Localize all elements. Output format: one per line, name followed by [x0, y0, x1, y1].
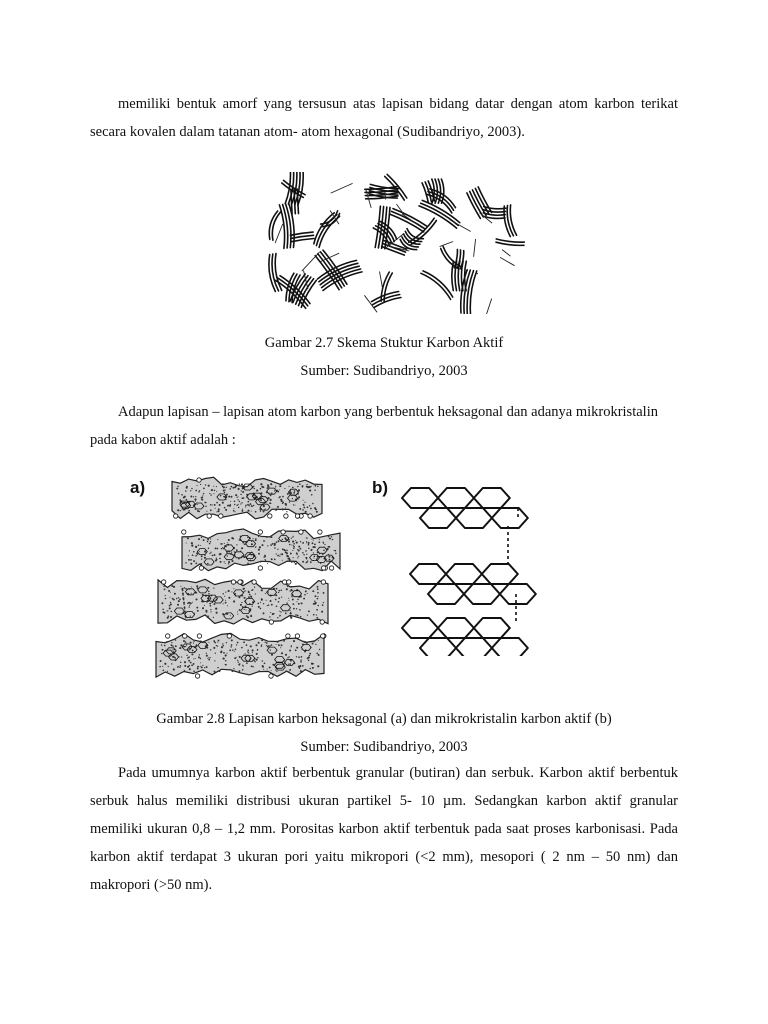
figure-2-7-caption: Gambar 2.7 Skema Stuktur Karbon Aktif: [264, 335, 504, 351]
panel-label-b: b): [372, 478, 389, 497]
paragraph-intro: memiliki bentuk amorf yang tersusun atas lapisan bidang datar dengan atom karbon terikat secara kovalen dalam tatanan atom- atom hexagonal (Sudibandriyo, 2003).: [90, 96, 678, 140]
figure-2-8-source: Sumber: Sudibandriyo, 2003: [300, 739, 468, 755]
panel-label-a: a): [130, 478, 146, 497]
paragraph-layers: Adapun lapisan – lapisan atom karbon yang berbentuk heksagonal dan adanya mikrokristalin pada kabon aktif adalah :: [90, 404, 658, 448]
figure-carbon-structure: [260, 172, 532, 314]
figure-hexagonal-layers: [150, 464, 350, 690]
figure-2-7-source: Sumber: Sudibandriyo, 2003: [300, 363, 468, 379]
paragraph-forms: Pada umumnya karbon aktif berbentuk granular (butiran) dan serbuk. Karbon aktif berbentuk serbuk halus memiliki distribusi ukuran partikel 5- 10 µm. Sedangkan karbon aktif granular memiliki ukuran 0,8 – 1,2 mm. Porositas karbon aktif terbentuk pada saat proses karbonisasi. Pada karbon aktif terdapat 3 ukuran pori yaitu mikropori (<2 mm), mesopori ( 2 nm – 50 nm) dan makropori (>50 nm).: [90, 765, 678, 893]
figure-2-8-caption: Gambar 2.8 Lapisan karbon heksagonal (a) dan mikrokristalin karbon aktif (b): [156, 711, 612, 727]
figure-microcrystalline: [400, 486, 560, 656]
